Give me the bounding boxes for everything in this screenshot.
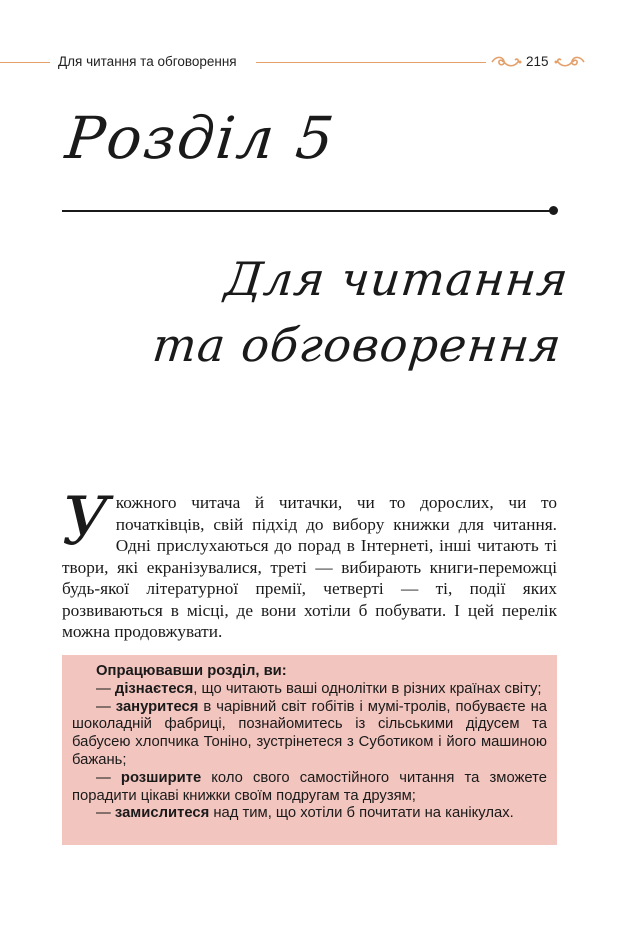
objective-item: — зануритеся в чарівний світ гобітів і мумі-тролів, побуваєте на шоколадній фабриці, познайомитесь із сільськими дідусем та бабусею хлопчика Тоніно, зустрінетеся з Суботиком і його машиною бажань; (72, 698, 547, 768)
chapter-label: Розділ 5 (62, 104, 339, 172)
objectives-heading: Опрацювавши розділ, ви: (96, 663, 287, 679)
chapter-objectives-box (62, 655, 557, 845)
divider-line (62, 210, 552, 212)
drop-cap: У (62, 483, 110, 560)
objective-keyword: розширите (120, 769, 202, 786)
page-number: 215 (526, 54, 549, 69)
chapter-title (138, 246, 572, 378)
header-rule-left (0, 62, 50, 63)
intro-text: кожного читача й читачки, чи то дорослих, чи то початківців, свій підхід до вибору книжки для читання. Одні прислухаються до порад в Інтернеті, інші читають ті твори, які екранізувалися, треті — вибирають книги-переможці будь-якої літературної премії, четверті — ті, події яких розвиваються в місці, де вони хотіли б побувати. І цей перелік можна продовжувати. (62, 493, 557, 641)
objective-keyword: дізнаєтеся (114, 680, 194, 697)
intro-paragraph (62, 483, 557, 643)
objective-item: — розширите коло свого самостійного читання та зможете порадити цікаві книжки своїм подругам та друзям; (72, 769, 547, 804)
ornament-right-icon (554, 54, 586, 73)
running-title: Для читання та обговорення (58, 54, 237, 69)
objective-keyword: зануритеся (115, 698, 199, 715)
divider-dot-icon (549, 206, 558, 215)
objective-item: — замислитеся над тим, що хотіли б почитати на канікулах. (96, 805, 514, 822)
chapter-divider (62, 205, 558, 217)
objective-item: — дізнаєтеся, що читають ваші однолітки в різних країнах світу; (96, 680, 542, 697)
header-rule-right (256, 62, 486, 63)
objective-keyword: замислитеся (114, 805, 210, 822)
chapter-title-line-2: та обговорення (150, 318, 565, 372)
ornament-left-icon (490, 54, 522, 73)
running-header (0, 52, 635, 74)
chapter-title-line-1: Для читання (222, 252, 572, 306)
